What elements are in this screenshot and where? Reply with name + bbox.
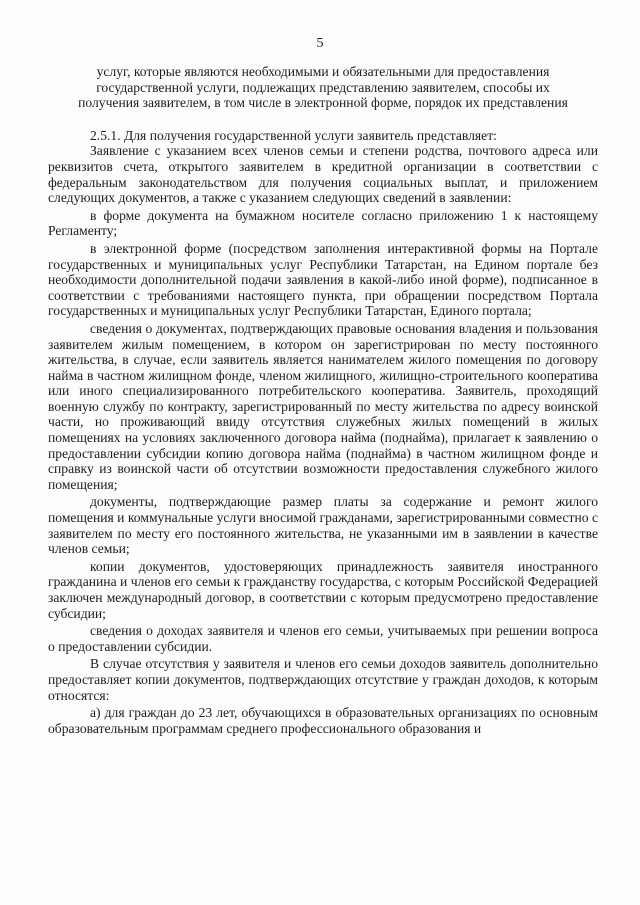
paragraph-no-income: В случае отсутствия у заявителя и членов его семьи доходов заявитель дополнительно предоставляет копии документов, подтверждающих отсутствие у граждан доходов, к которым относятся:	[48, 656, 598, 703]
heading-line: получения заявителем, в том числе в электронной форме, порядок их представления	[78, 95, 568, 111]
page-number: 5	[316, 36, 324, 51]
paragraph-item-a: а) для граждан до 23 лет, обучающихся в образовательных организациях по основным образовательным программам среднего профессионального образования и	[48, 705, 598, 736]
paragraph-payment-documents: документы, подтверждающие размер платы за содержание и ремонт жилого помещения и коммунальные услуги вносимой гражданами, зарегистрированными совместно с заявителем по месту его постоянного жительства, не указанными им в заявлении в качестве членов семьи;	[48, 494, 598, 557]
document-body	[48, 64, 598, 736]
section-heading	[48, 64, 598, 111]
heading-line: услуг, которые являются необходимыми и обязательными для предоставления	[96, 64, 550, 79]
paragraph-income-info: сведения о доходах заявителя и членов его семьи, учитываемых при решении вопроса о предоставлении субсидии.	[48, 623, 598, 654]
heading-line: государственной услуги, подлежащих представлению заявителем, способы их	[96, 79, 550, 95]
paragraph-electronic-form: в электронной форме (посредством заполнения интерактивной формы на Портале государственных и муниципальных услуг Республики Татарстан, на Едином портале без необходимости дополнительной подачи заявления в какой-либо иной форме), подписанное в соответствии с требованиями настоящего пункта, при обращении посредством Портала государственных и муниципальных услуг Республики Татарстан, Единого портала;	[48, 240, 598, 319]
paragraph-housing-documents: сведения о документах, подтверждающих правовые основания владения и пользования заявителем жилым помещением, в котором он зарегистрирован по месту постоянного жительства, в случае, если заявитель является нанимателем жилого помещения по договору найма в частном жилищном фонде, членом жилищного, жилищно-строительного кооператива или иного специализированного потребительского кооператива. Заявитель, проходящий военную службу по контракту, зарегистрированный по месту жительства по адресу воинской части, но проживающий ввиду отсутствия служебных жилых помещений в жилых помещениях на условиях заключенного договора найма (поднайма), прилагает к заявлению о предоставлении субсидии копию договора найма (поднайма) в частном жилищном фонде и справку из воинской части об отсутствии возможности предоставления служебного жилого помещения;	[48, 320, 598, 492]
paragraph-paper-form: в форме документа на бумажном носителе согласно приложению 1 к настоящему Регламенту;	[48, 207, 598, 239]
paragraph-application-contents: Заявление с указанием всех членов семьи и степени родства, почтового адреса или реквизитов счета, открытого заявителем в кредитной организации в соответствии с федеральным законодательством для получения социальных выплат, и приложением следующих документов, а также с указанием следующих сведений в заявлении:	[48, 143, 598, 206]
paragraph-citizenship-documents: копии документов, удостоверяющих принадлежность заявителя иностранного гражданина и членов его семьи к гражданству государства, с которым Российской Федерацией заключен международный договор, в соответствии с которым предусмотрено предоставление субсидии;	[48, 558, 598, 621]
paragraph-clause-2-5-1: 2.5.1. Для получения государственной услуги заявитель представляет:	[90, 127, 497, 143]
